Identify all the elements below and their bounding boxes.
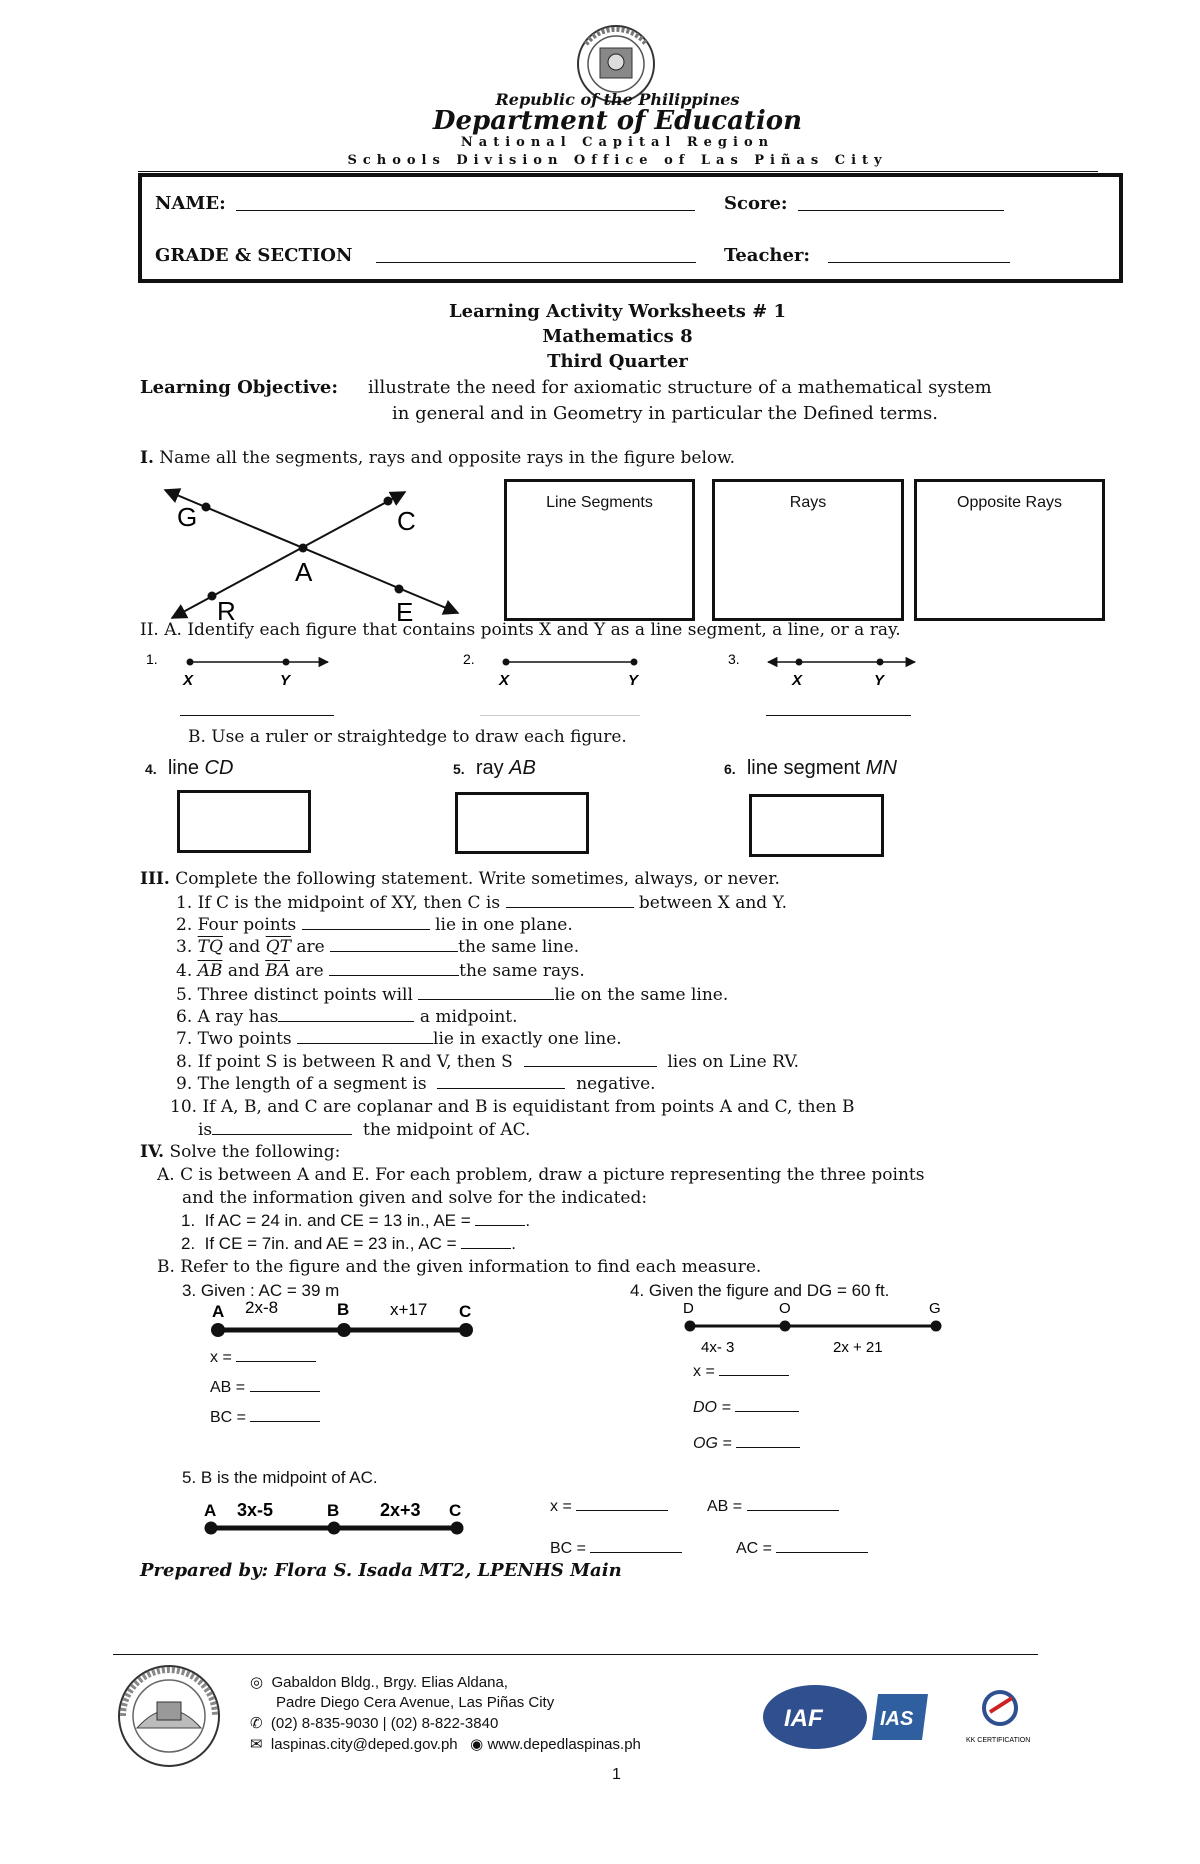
- statement-6: 6. A ray has a midpoint.: [176, 1007, 518, 1027]
- figure-1-point-y: [283, 659, 290, 666]
- footer-address: [250, 1673, 641, 1753]
- part-2b-instruction: B. Use a ruler or straightedge to draw each figure.: [188, 727, 627, 747]
- problem-5-point-a: [205, 1522, 218, 1535]
- statement-10-cont: is the midpoint of AC.: [198, 1120, 531, 1140]
- point-e: [395, 585, 404, 594]
- problem-3-answer-x-blank[interactable]: [236, 1360, 316, 1362]
- problem-3-label-c: C: [459, 1302, 472, 1321]
- draw-item-6: [724, 757, 897, 780]
- problem-5-figure: [195, 1490, 475, 1540]
- problem-3-figure: [200, 1297, 480, 1347]
- part-1-text: Name all the segments, rays and opposite rays in the figure below.: [159, 448, 736, 468]
- point-r: [208, 592, 217, 601]
- part-4a-text-1: A. C is between A and E. For each problem, draw a picture representing the three points: [157, 1165, 925, 1185]
- opposite-rays-label: Opposite Rays: [957, 494, 1062, 511]
- draw-item-6-name: MN: [865, 757, 897, 779]
- problem-3-answer-ab: AB =: [210, 1379, 320, 1397]
- problem-5-answer-ac: AC =: [736, 1540, 868, 1558]
- web-icon: ◉: [470, 1736, 484, 1753]
- xy-figures: [140, 650, 960, 700]
- page-number: 1: [612, 1766, 621, 1783]
- las-pinas-seal-logo: [113, 1662, 225, 1770]
- statement-1-blank[interactable]: [506, 906, 634, 908]
- part-4a-item-2: 2. If CE = 7in. and AE = 23 in., AC = .: [181, 1234, 516, 1253]
- label-g: G: [177, 502, 198, 532]
- problem-3-point-b: [337, 1323, 351, 1337]
- statement-4-blank[interactable]: [329, 974, 459, 976]
- problem-4-answer-x: x =: [693, 1363, 789, 1381]
- name-field[interactable]: [236, 210, 695, 211]
- draw-item-6-number: 6.: [724, 761, 736, 777]
- statement-3: 3. $\overline{TQ}$ and $\overline{QT}$ are the same line.: [176, 937, 580, 957]
- figure-1-label-x: X: [183, 672, 194, 689]
- point-g: [202, 503, 211, 512]
- problem-3-segment-1-label: 2x-8: [245, 1298, 279, 1317]
- student-info-box: [138, 173, 1123, 283]
- problem-4-answer-do: DO =: [693, 1399, 799, 1417]
- statement-6-blank[interactable]: [278, 1020, 414, 1022]
- figure-1-label-y: Y: [280, 672, 291, 689]
- draw-box-6[interactable]: [749, 794, 884, 857]
- ias-logo-text: IAS: [880, 1708, 914, 1730]
- part-4a-item-1-blank[interactable]: [475, 1224, 525, 1226]
- problem-3-answer-x: x =: [210, 1349, 316, 1367]
- iaf-logo-text: IAF: [784, 1705, 823, 1732]
- problem-3-point-a: [211, 1323, 225, 1337]
- statement-10: 10. If A, B, and C are coplanar and B is equidistant from points A and C, then B: [170, 1097, 855, 1117]
- grade-section-field[interactable]: [376, 262, 696, 263]
- republic-text: Republic of the Philippines: [495, 90, 740, 109]
- department-title: Department of Education: [432, 106, 803, 136]
- problem-3-point-c: [459, 1323, 473, 1337]
- problem-3-label-a: A: [212, 1302, 225, 1321]
- statement-2: 2. Four points lie in one plane.: [176, 915, 573, 935]
- part-2-instruction: [140, 620, 901, 640]
- statement-10-blank[interactable]: [212, 1133, 352, 1135]
- problem-4-answer-og: OG =: [693, 1435, 800, 1453]
- draw-item-4-number: 4.: [145, 761, 157, 777]
- statement-7-blank[interactable]: [297, 1042, 433, 1044]
- footer-address-1: Gabaldon Bldg., Brgy. Elias Aldana,: [271, 1674, 508, 1691]
- statement-7: 7. Two points lie in exactly one line.: [176, 1029, 622, 1049]
- footer-email[interactable]: laspinas.city@deped.gov.ph: [270, 1736, 458, 1753]
- email-icon: ✉: [250, 1736, 263, 1753]
- statement-3-blank[interactable]: [330, 950, 458, 952]
- draw-item-5: [453, 757, 536, 780]
- problem-5-answer-ab: AB =: [707, 1498, 839, 1516]
- prepared-by: Prepared by: Flora S. Isada MT2, LPENHS Main: [140, 1560, 622, 1581]
- figure-2-point-x: [503, 659, 510, 666]
- figure-3-point-x: [796, 659, 803, 666]
- statement-8-blank[interactable]: [524, 1065, 657, 1067]
- phone-icon: ✆: [250, 1715, 263, 1732]
- label-c: C: [397, 506, 416, 536]
- problem-5-point-b: [328, 1522, 341, 1535]
- problem-3-answer-bc: BC =: [210, 1409, 320, 1427]
- name-label: NAME:: [155, 193, 226, 214]
- part-4a-text-2: and the information given and solve for the indicated:: [182, 1188, 648, 1208]
- footer-phone: (02) 8-835-9030 | (02) 8-822-3840: [270, 1715, 499, 1732]
- statement-2-blank[interactable]: [302, 928, 430, 930]
- problem-4-answer-x-blank[interactable]: [719, 1374, 789, 1376]
- objective-label: Learning Objective:: [140, 377, 339, 398]
- objective-text-2: in general and in Geometry in particular the Defined terms.: [392, 403, 938, 424]
- figure-2-label-y: Y: [628, 672, 639, 689]
- problem-4-point-o: [780, 1321, 791, 1332]
- problem-5-segment-1-label: 3x-5: [237, 1500, 274, 1520]
- problem-4-label-g: G: [929, 1300, 941, 1317]
- problem-5-label-b: B: [327, 1501, 340, 1520]
- part-4-text: Solve the following:: [169, 1142, 341, 1162]
- figure-2-point-y: [631, 659, 638, 666]
- problem-4-point-g: [931, 1321, 942, 1332]
- point-a: [299, 544, 308, 553]
- label-r: R: [217, 596, 236, 626]
- part-3-instruction: [140, 869, 780, 889]
- label-a: A: [295, 557, 313, 587]
- part-4b-text: B. Refer to the figure and the given information to find each measure.: [157, 1257, 762, 1277]
- figure-2-label-x: X: [499, 672, 510, 689]
- header-divider: [138, 171, 1098, 172]
- footer-address-2: Padre Diego Cera Avenue, Las Piñas City: [276, 1694, 555, 1711]
- teacher-field[interactable]: [828, 262, 1010, 263]
- figure-1-answer[interactable]: [180, 715, 334, 716]
- statement-9-blank[interactable]: [437, 1087, 565, 1089]
- part-4a-item-1: 1. If AC = 24 in. and CE = 13 in., AE = .: [181, 1211, 531, 1230]
- problem-4-point-d: [685, 1321, 696, 1332]
- teacher-label: Teacher:: [724, 245, 811, 266]
- problem-5-answer-bc-blank[interactable]: [590, 1551, 682, 1553]
- draw-item-4-name: CD: [204, 757, 234, 779]
- figure-1-point-x: [187, 659, 194, 666]
- figure-3-point-y: [877, 659, 884, 666]
- footer-divider: [113, 1654, 1038, 1655]
- score-label: Score:: [724, 193, 788, 214]
- part-3-text: Complete the following statement. Write sometimes, always, or never.: [175, 869, 780, 889]
- part-1-number: I.: [140, 448, 154, 468]
- figure-1-number: 1.: [146, 651, 158, 667]
- problem-3-label-b: B: [337, 1300, 350, 1319]
- draw-item-5-name: AB: [509, 757, 536, 779]
- problem-3-segment-2-label: x+17: [390, 1300, 428, 1319]
- figure-3-number: 3.: [728, 651, 740, 667]
- problem-5-answer-ab-blank[interactable]: [747, 1509, 839, 1511]
- grade-section-label: GRADE & SECTION: [155, 245, 353, 266]
- line-segments-label: Line Segments: [546, 494, 653, 511]
- worksheet-title: Learning Activity Worksheets # 1: [449, 301, 786, 322]
- problem-3-text: 3. Given : AC = 39 m: [182, 1281, 340, 1300]
- location-icon: ◎: [250, 1674, 264, 1691]
- certification-logos: [760, 1682, 1050, 1752]
- draw-item-5-number: 5.: [453, 761, 465, 777]
- subject-title: Mathematics 8: [542, 326, 693, 347]
- problem-5-answer-x: x =: [550, 1498, 668, 1516]
- problem-5-label-c: C: [449, 1501, 462, 1520]
- kk-logo-text: KK CERTIFICATION: [966, 1737, 1031, 1744]
- problem-5-text: 5. B is the midpoint of AC.: [182, 1468, 378, 1487]
- draw-item-6-text: line segment: [746, 757, 866, 779]
- problem-5-label-a: A: [204, 1501, 217, 1520]
- opposite-rays-box[interactable]: [914, 479, 1105, 621]
- part-1-instruction: [140, 448, 735, 468]
- problem-4-text: 4. Given the figure and DG = 60 ft.: [630, 1281, 890, 1300]
- draw-box-5[interactable]: [455, 792, 589, 854]
- problem-5-segment-2-label: 2x+3: [380, 1500, 421, 1520]
- problem-4-label-d: D: [683, 1300, 694, 1317]
- rays-box[interactable]: [712, 479, 904, 621]
- statement-4: 4. $\overline{AB}$ and $\overline{BA}$ are the same rays.: [176, 961, 585, 981]
- score-field[interactable]: [798, 210, 1004, 211]
- draw-item-4: [145, 757, 233, 780]
- statement-5: 5. Three distinct points will lie on the same line.: [176, 985, 729, 1005]
- part-2-text: A. Identify each figure that contains points X and Y as a line segment, a line, or a ray.: [164, 620, 901, 640]
- problem-4-answer-do-blank[interactable]: [735, 1410, 799, 1412]
- figure-3-label-y: Y: [874, 672, 885, 689]
- part-4-number: IV.: [140, 1142, 165, 1162]
- line-segments-box[interactable]: [504, 479, 695, 621]
- statement-8: 8. If point S is between R and V, then S lies on Line RV.: [176, 1052, 800, 1072]
- problem-4-label-o: O: [779, 1300, 791, 1317]
- draw-item-5-text: ray: [475, 757, 510, 779]
- statement-5-blank[interactable]: [418, 998, 554, 1000]
- part-4a-item-2-blank[interactable]: [461, 1247, 511, 1249]
- draw-item-4-text: line: [167, 757, 205, 779]
- part-2-number: II.: [140, 620, 159, 640]
- quarter-title: Third Quarter: [547, 351, 688, 372]
- footer-website[interactable]: www.depedlaspinas.ph: [487, 1736, 641, 1753]
- figure-2-number: 2.: [463, 651, 475, 667]
- objective-text-1: illustrate the need for axiomatic structure of a mathematical system: [368, 377, 992, 398]
- figure-2-answer[interactable]: [480, 715, 640, 716]
- statement-9: 9. The length of a segment is negative.: [176, 1074, 656, 1094]
- problem-4-figure: [670, 1298, 960, 1358]
- problem-5-point-c: [451, 1522, 464, 1535]
- problem-5-answer-ac-blank[interactable]: [776, 1551, 868, 1553]
- problem-4-segment-1-label: 4x- 3: [701, 1339, 735, 1356]
- intersecting-lines-figure: [155, 478, 475, 628]
- part-3-number: III.: [140, 869, 170, 889]
- region-text: National Capital Region: [460, 135, 775, 150]
- part-4-instruction: [140, 1142, 340, 1162]
- figure-3-answer[interactable]: [766, 715, 911, 716]
- statement-1: 1. If C is the midpoint of XY, then C is between X and Y.: [176, 893, 788, 913]
- problem-4-segment-2-label: 2x + 21: [833, 1339, 883, 1356]
- problem-5-answer-bc: BC =: [550, 1540, 682, 1558]
- problem-3-answer-ab-blank[interactable]: [250, 1390, 320, 1392]
- rays-label: Rays: [789, 494, 827, 511]
- problem-4-answer-og-blank[interactable]: [736, 1446, 800, 1448]
- draw-box-4[interactable]: [177, 790, 311, 853]
- point-c: [384, 497, 393, 506]
- figure-3-label-x: X: [792, 672, 803, 689]
- division-text: Schools Division Office of Las Piñas City: [347, 153, 888, 168]
- problem-5-answer-x-blank[interactable]: [576, 1509, 668, 1511]
- problem-3-answer-bc-blank[interactable]: [250, 1420, 320, 1422]
- label-e: E: [396, 597, 414, 627]
